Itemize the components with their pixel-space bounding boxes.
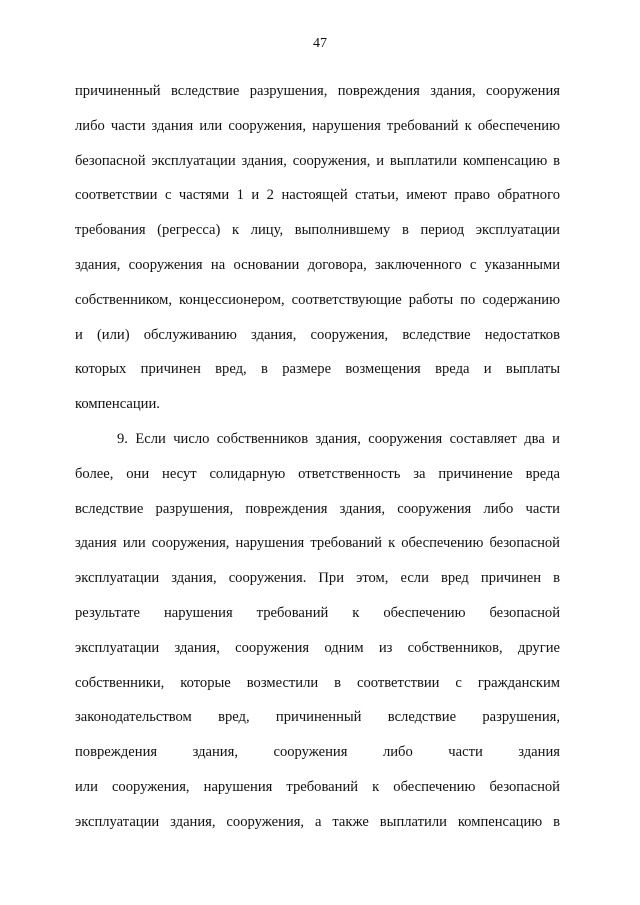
text-line: повреждения здания, сооружения либо части здания	[75, 744, 560, 761]
text-line: законодательством вред, причиненный вследствие разрушения,	[75, 709, 560, 726]
page-number: 47	[313, 36, 327, 51]
text-line: либо части здания или сооружения, нарушения требований к обеспечению	[75, 117, 560, 134]
text-line: вследствие разрушения, повреждения здания, сооружения либо части	[75, 500, 560, 517]
paragraph-item-9	[75, 422, 560, 840]
text-line: собственником, концессионером, соответствующие работы по содержанию	[75, 291, 560, 308]
text-line: здания или сооружения, нарушения требований к обеспечению безопасной	[75, 535, 560, 552]
text-line: собственники, которые возместили в соответствии с гражданским	[75, 674, 560, 691]
text-line: 9. Если число собственников здания, сооружения составляет два и	[117, 430, 560, 447]
text-line: которых причинен вред, в размере возмещения вреда и выплаты	[75, 361, 560, 378]
text-line: эксплуатации здания, сооружения одним из собственников, другие	[75, 639, 560, 656]
text-line: причиненный вследствие разрушения, повреждения здания, сооружения	[75, 83, 560, 99]
text-line: или сооружения, нарушения требований к обеспечению безопасной	[75, 778, 560, 795]
text-line: результате нарушения требований к обеспечению безопасной	[75, 604, 560, 621]
text-line: более, они несут солидарную ответственность за причинение вреда	[75, 465, 560, 482]
text-line: эксплуатации здания, сооружения, а также выплатили компенсацию в	[75, 813, 560, 830]
document-body	[75, 74, 560, 840]
text-line: и (или) обслуживанию здания, сооружения, вследствие недостатков	[75, 326, 560, 343]
text-line: требования (регресса) к лицу, выполнившему в период эксплуатации	[75, 222, 560, 239]
text-line: эксплуатации здания, сооружения. При этом, если вред причинен в	[75, 570, 560, 587]
text-line: компенсации.	[75, 396, 160, 413]
text-line: безопасной эксплуатации здания, сооружения, и выплатили компенсацию в	[75, 152, 560, 169]
text-line: соответствии с частями 1 и 2 настоящей статьи, имеют право обратного	[75, 187, 560, 204]
text-line: здания, сооружения на основании договора, заключенного с указанными	[75, 256, 560, 273]
paragraph-continuation	[75, 74, 560, 422]
